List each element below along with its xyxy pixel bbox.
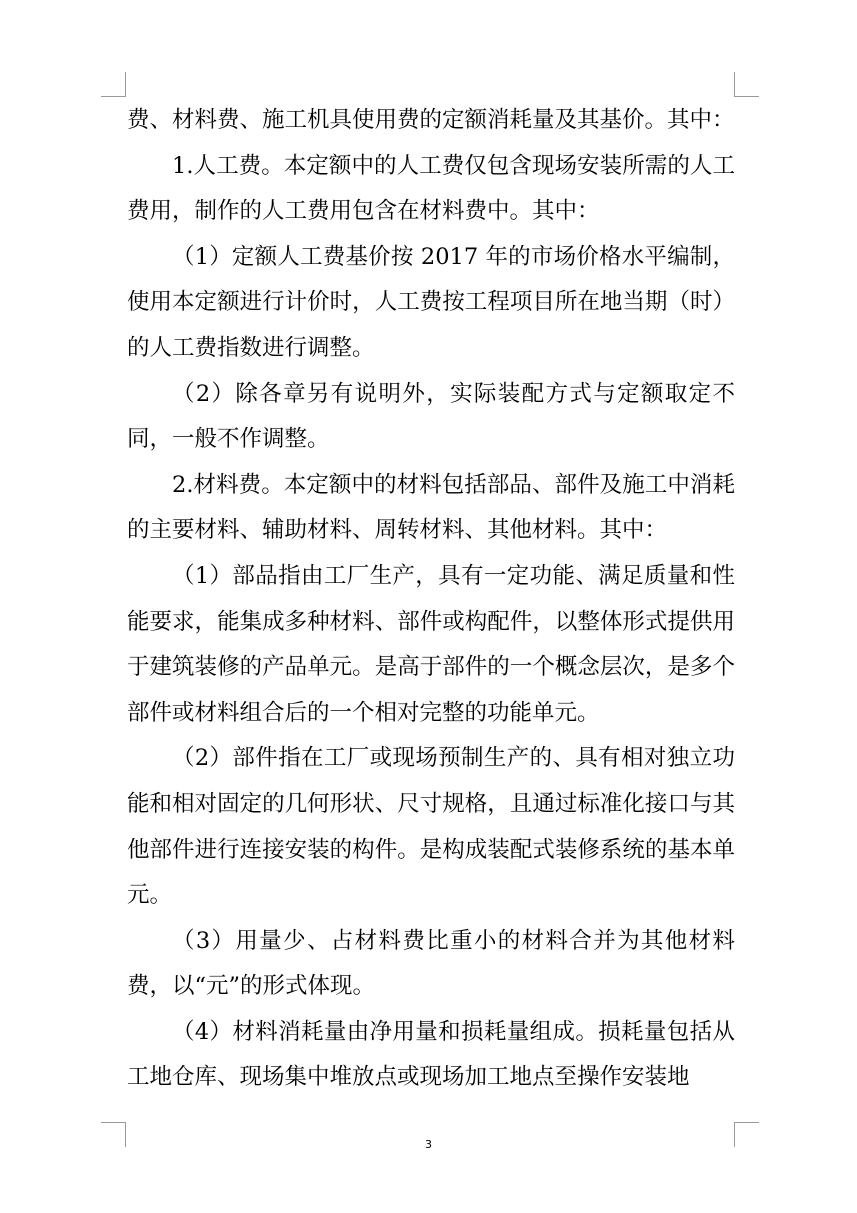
paragraph-labor-base-price: （1）定额人工费基价按 2017 年的市场价格水平编制，使用本定额进行计价时，人工费按工程项目所在地当期（时）的人工费指数进行调整。 bbox=[127, 243, 735, 361]
paragraph-material-cost: 2.材料费。本定额中的材料包括部品、部件及施工中消耗的主要材料、辅助材料、周转材料、其他材料。其中： bbox=[127, 471, 735, 544]
paragraph-continuation: 费、材料费、施工机具使用费的定额消耗量及其基价。其中： bbox=[127, 107, 735, 133]
crop-mark-top-right bbox=[734, 72, 759, 97]
paragraph-labor-cost: 1.人工费。本定额中的人工费仅包含现场安装所需的人工费用，制作的人工费用包含在材料费中。其中： bbox=[127, 152, 735, 225]
paragraph-components: （2）部件指在工厂或现场预制生产的、具有相对独立功能和相对固定的几何形状、尺寸规格，且通过标准化接口与其他部件进行连接安装的构件。是构成装配式装修系统的基本单元。 bbox=[127, 745, 735, 909]
paragraph-products: （1）部品指由工厂生产，具有一定功能、满足质量和性能要求，能集成多种材料、部件或构配件，以整体形式提供用于建筑装修的产品单元。是高于部件的一个概念层次，是多个部件或材料组合后的一个相对完整的功能单元。 bbox=[127, 562, 735, 726]
paragraph-material-consumption: （4）材料消耗量由净用量和损耗量组成。损耗量包括从工地仓库、现场集中堆放点或现场加工地点至操作安装地 bbox=[127, 1018, 735, 1091]
crop-mark-top-left bbox=[101, 72, 126, 97]
page-number: 3 bbox=[425, 1138, 432, 1151]
paragraph-assembly-method: （2）除各章另有说明外，实际装配方式与定额取定不同，一般不作调整。 bbox=[127, 380, 735, 453]
paragraph-other-materials: （3）用量少、占材料费比重小的材料合并为其他材料费，以“元”的形式体现。 bbox=[127, 927, 735, 1000]
document-body bbox=[127, 98, 735, 1101]
